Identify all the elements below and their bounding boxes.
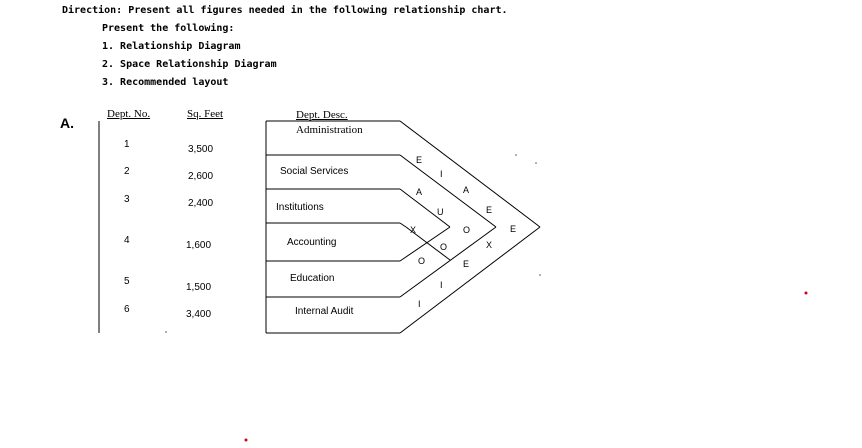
row-no: 6 xyxy=(124,304,130,315)
row-sqft: 1,600 xyxy=(186,240,212,251)
rel-code: E xyxy=(463,259,470,269)
rel-code: A xyxy=(416,187,423,197)
header-sq-feet: Sq. Feet xyxy=(187,108,224,120)
rel-code: O xyxy=(440,242,448,252)
row-sqft: 3,500 xyxy=(188,144,214,155)
rel-code: E xyxy=(486,205,493,215)
section-label: A. xyxy=(60,115,74,131)
row-no: 2 xyxy=(124,166,130,177)
direction-item-3: 3. Recommended layout xyxy=(102,77,229,88)
direction-title: Direction: Present all figures needed in the following relationship chart. xyxy=(62,5,508,16)
header-dept-desc: Dept. Desc. xyxy=(296,109,348,121)
row-desc: Internal Audit xyxy=(295,306,354,317)
row-no: 1 xyxy=(124,139,130,150)
stray-dot xyxy=(245,439,248,442)
rel-code: O xyxy=(463,225,471,235)
row-no: 5 xyxy=(124,276,130,287)
row-desc: Institutions xyxy=(276,202,324,213)
row-sqft: 2,400 xyxy=(188,198,214,209)
row-desc: Education xyxy=(290,273,335,284)
rel-code: E xyxy=(416,155,423,165)
row-sqft: 2,600 xyxy=(188,171,214,182)
row-no: 4 xyxy=(124,235,130,246)
direction-item-2: 2. Space Relationship Diagram xyxy=(102,59,277,70)
row-no: 3 xyxy=(124,194,130,205)
stray-dot xyxy=(805,292,808,295)
rel-code: A xyxy=(463,185,470,195)
row-sqft: 1,500 xyxy=(186,282,212,293)
row-desc: Administration xyxy=(296,124,363,136)
direction-item-1: 1. Relationship Diagram xyxy=(102,41,241,52)
row-desc: Accounting xyxy=(287,237,337,248)
rel-code: I xyxy=(418,299,421,309)
rel-code: E xyxy=(510,224,517,234)
rel-code: X xyxy=(486,240,493,250)
rel-code: I xyxy=(440,169,443,179)
rel-code: I xyxy=(440,280,443,290)
rel-code: X xyxy=(410,225,417,235)
direction-subtitle: Present the following: xyxy=(102,23,235,34)
rel-code: U xyxy=(437,207,444,217)
rel-code: O xyxy=(418,256,426,266)
row-sqft: 3,400 xyxy=(186,309,212,320)
header-dept-no: Dept. No. xyxy=(107,108,151,120)
row-desc: Social Services xyxy=(280,166,349,177)
